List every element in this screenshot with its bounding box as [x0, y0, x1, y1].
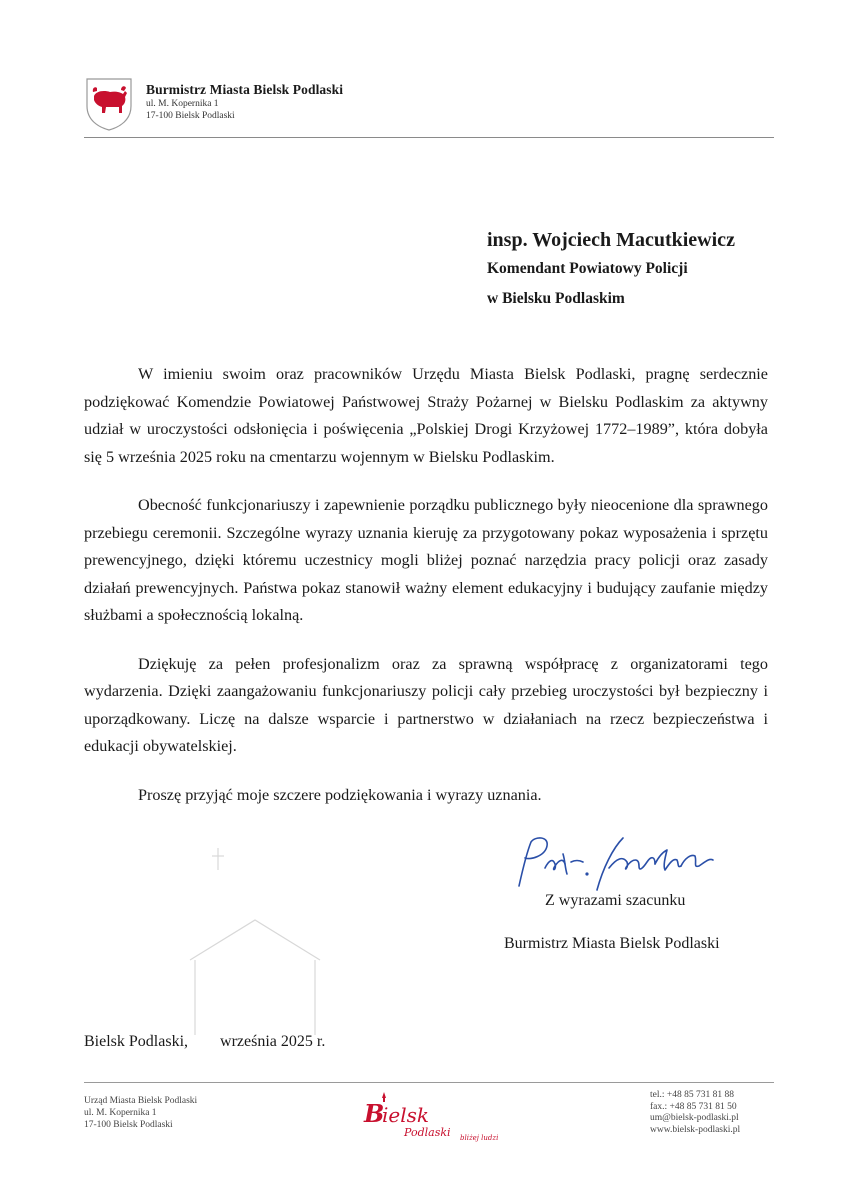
signature-regards: Z wyrazami szacunku	[545, 892, 686, 909]
recipient-location: w Bielsku Podlaskim	[487, 290, 625, 307]
header-divider	[84, 137, 774, 138]
place-date	[84, 1033, 325, 1051]
recipient-block	[487, 226, 735, 314]
letterhead	[84, 76, 774, 136]
letter-body	[84, 361, 768, 830]
footer-tel: tel.: +48 85 731 81 88	[650, 1090, 734, 1100]
footer-email[interactable]: um@bielsk-podlaski.pl	[650, 1113, 739, 1123]
signature-role: Burmistrz Miasta Bielsk Podlaski	[504, 935, 720, 952]
svg-text:ielsk: ielsk	[382, 1103, 430, 1127]
org-block	[146, 82, 343, 122]
bielsk-podlaski-logo	[360, 1088, 510, 1148]
body-paragraph: Obecność funkcjonariuszy i zapewnienie porządku publicznego były nieocenione dla sprawnego przebiegu ceremonii. Szczególne wyrazy uznania kieruję za przygotowany pokaz wyposażenia i sprzętu prewencyjnego, dzięki któremu uczestnicy mogli bliżej poznać narzędzia pracy policji oraz zasady działań prewencyjnych. Państwa pokaz stanowił ważny element edukacyjny i budujący zaufanie między służbami a społecznością lokalną.	[84, 496, 768, 624]
svg-text:B: B	[364, 1099, 385, 1128]
footer-address	[84, 1095, 197, 1131]
footer-city: 17-100 Bielsk Podlaski	[84, 1120, 173, 1130]
org-address-line1: ul. M. Kopernika 1	[146, 99, 219, 109]
body-paragraph: Dziękuję za pełen profesjonalizm oraz za sprawną współpracę z organizatorami tego wydarzenia. Dzięki zaangażowaniu funkcjonariuszy policji cały przebieg uroczystości był bezpieczny i uporządkowany. Liczę na dalsze wsparcie i partnerstwo w działaniach na rzecz bezpieczeństwa i edukacji obywatelskiej.	[84, 654, 768, 755]
place: Bielsk Podlaski,	[84, 1033, 189, 1050]
svg-text:bliżej ludzi: bliżej ludzi	[460, 1134, 499, 1142]
body-paragraph: W imieniu swoim oraz pracowników Urzędu Miasta Bielsk Podlaski, pragnę serdecznie podziękować Komendzie Powiatowej Państwowej Straży Pożarnej w Bielsku Podlaskim za aktywny udział w uroczystości odsłonięcia i poświęcenia „Polskiej Drogi Krzyżowej 1772–1989”, która dobyła się 5 września 2025 roku na cmentarzu wojennym w Bielsku Podlaskim.	[84, 365, 768, 466]
bison-coat-of-arms-icon	[84, 76, 134, 132]
org-name: Burmistrz Miasta Bielsk Podlaski	[146, 82, 344, 97]
org-address-line2: 17-100 Bielsk Podlaski	[146, 111, 235, 121]
footer-fax: fax.: +48 85 731 81 50	[650, 1101, 737, 1112]
footer-website[interactable]: www.bielsk-podlaski.pl	[650, 1124, 741, 1135]
date: września 2025 r.	[220, 1033, 326, 1050]
faint-church-watermark	[150, 830, 360, 1040]
footer-contact	[650, 1090, 740, 1136]
body-paragraph-closing: Proszę przyjąć moje szczere podziękowania i wyrazy uznania.	[138, 785, 542, 804]
handwritten-signature	[505, 828, 745, 898]
footer-org: Urząd Miasta Bielsk Podlaski	[84, 1096, 198, 1106]
footer-street: ul. M. Kopernika 1	[84, 1108, 157, 1118]
footer-divider	[84, 1082, 774, 1083]
recipient-title: Komendant Powiatowy Policji	[487, 260, 688, 277]
recipient-name: insp. Wojciech Macutkiewicz	[487, 229, 735, 251]
svg-text:Podlaski: Podlaski	[404, 1126, 451, 1139]
